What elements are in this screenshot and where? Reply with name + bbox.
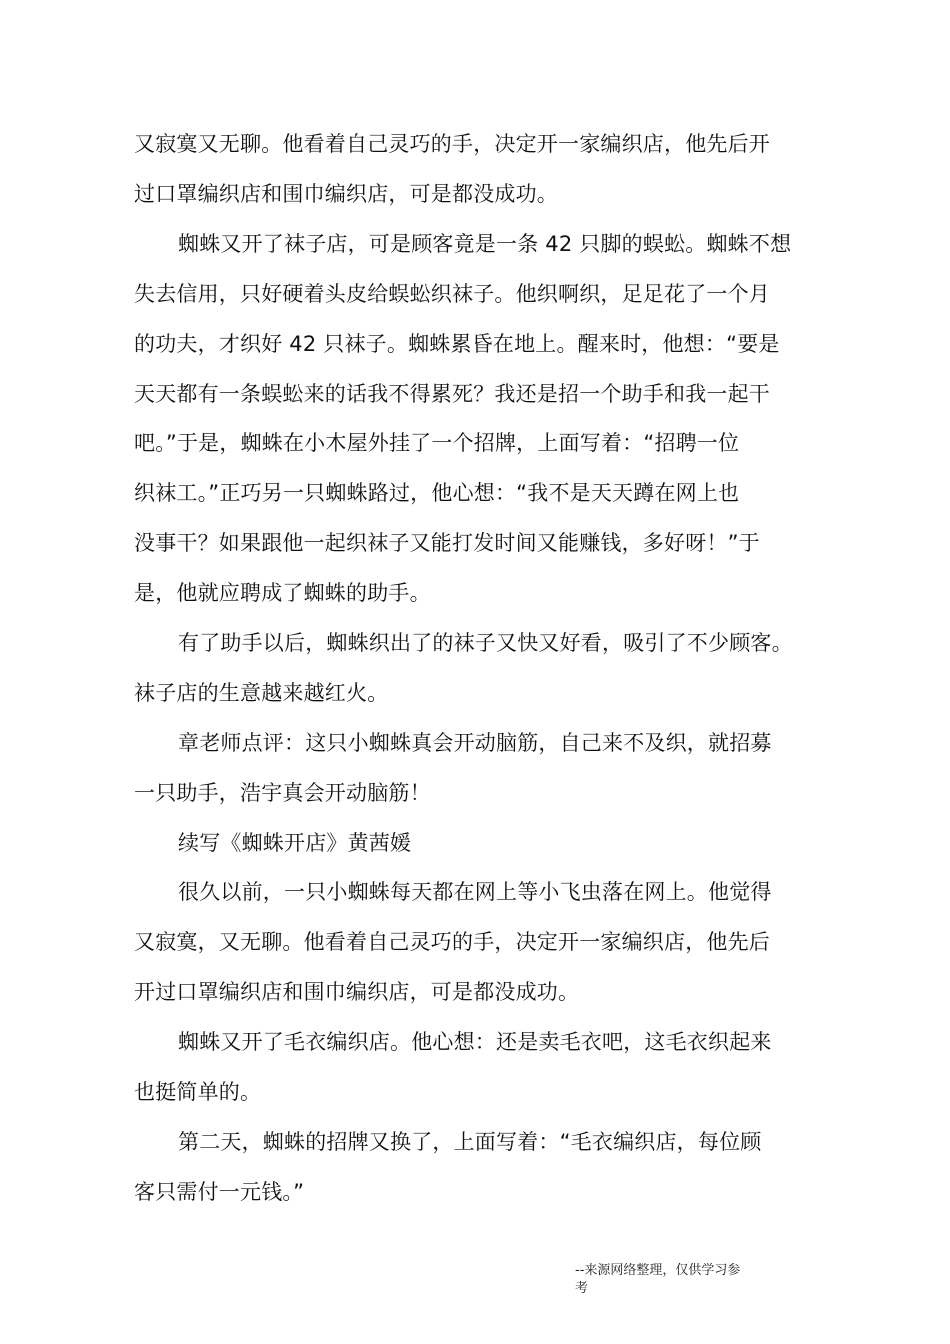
source-footnote-line: 考 bbox=[575, 1281, 589, 1296]
text-line: 过口罩编织店和围巾编织店，可是都没成功。 bbox=[134, 182, 558, 206]
text-line: 是，他就应聘成了蜘蛛的助手。 bbox=[134, 581, 431, 605]
text-line: 吧。”于是，蜘蛛在小木屋外挂了一个招牌，上面写着：“招聘一位 bbox=[134, 431, 740, 455]
story-heading: 续写《蜘蛛开店》黄茜媛 bbox=[178, 831, 412, 855]
paragraph-start-line: 很久以前，一只小蜘蛛每天都在网上等小飞虫落在网上。他觉得 bbox=[178, 880, 772, 904]
text-line: 又寂寞，又无聊。他看着自己灵巧的手，决定开一家编织店，他先后 bbox=[134, 930, 770, 954]
text-line: 天天都有一条蜈蚣来的话我不得累死？我还是招一个助手和我一起干 bbox=[134, 382, 770, 406]
text-line: 失去信用，只好硬着头皮给蜈蚣织袜子。他织啊织，足足花了一个月 bbox=[134, 282, 770, 306]
text-line: 客只需付一元钱。” bbox=[134, 1180, 305, 1204]
text-line: 没事干？如果跟他一起织袜子又能打发时间又能赚钱，多好呀！”于 bbox=[134, 531, 760, 555]
source-footnote-line: --来源网络整理，仅供学习参 bbox=[575, 1263, 741, 1278]
paragraph-start-line: 第二天，蜘蛛的招牌又换了，上面写着：“毛衣编织店，每位顾 bbox=[178, 1130, 762, 1154]
paragraph-start-line: 有了助手以后，蜘蛛织出了的袜子又快又好看，吸引了不少顾客。 bbox=[178, 631, 793, 655]
text-line: 又寂寞又无聊。他看着自己灵巧的手，决定开一家编织店，他先后开 bbox=[134, 132, 770, 156]
text-line: 的功夫，才织好 42 只袜子。蜘蛛累昏在地上。醒来时，他想：“要是 bbox=[134, 332, 780, 356]
paragraph-start-line: 蜘蛛又开了袜子店，可是顾客竟是一条 42 只脚的蜈蚣。蜘蛛不想 bbox=[178, 232, 792, 256]
text-line: 织袜工。”正巧另一只蜘蛛路过，他心想：“我不是天天蹲在网上也 bbox=[134, 481, 740, 505]
teacher-comment-line: 一只助手，浩宇真会开动脑筋！ bbox=[134, 781, 431, 805]
text-line: 袜子店的生意越来越红火。 bbox=[134, 681, 389, 705]
source-footnote bbox=[575, 1262, 775, 1298]
teacher-comment-line: 章老师点评：这只小蜘蛛真会开动脑筋，自己来不及织，就招募 bbox=[178, 731, 772, 755]
text-line: 也挺简单的。 bbox=[134, 1080, 262, 1104]
text-line: 开过口罩编织店和围巾编织店，可是都没成功。 bbox=[134, 980, 580, 1004]
paragraph-start-line: 蜘蛛又开了毛衣编织店。他心想：还是卖毛衣吧，这毛衣织起来 bbox=[178, 1030, 772, 1054]
